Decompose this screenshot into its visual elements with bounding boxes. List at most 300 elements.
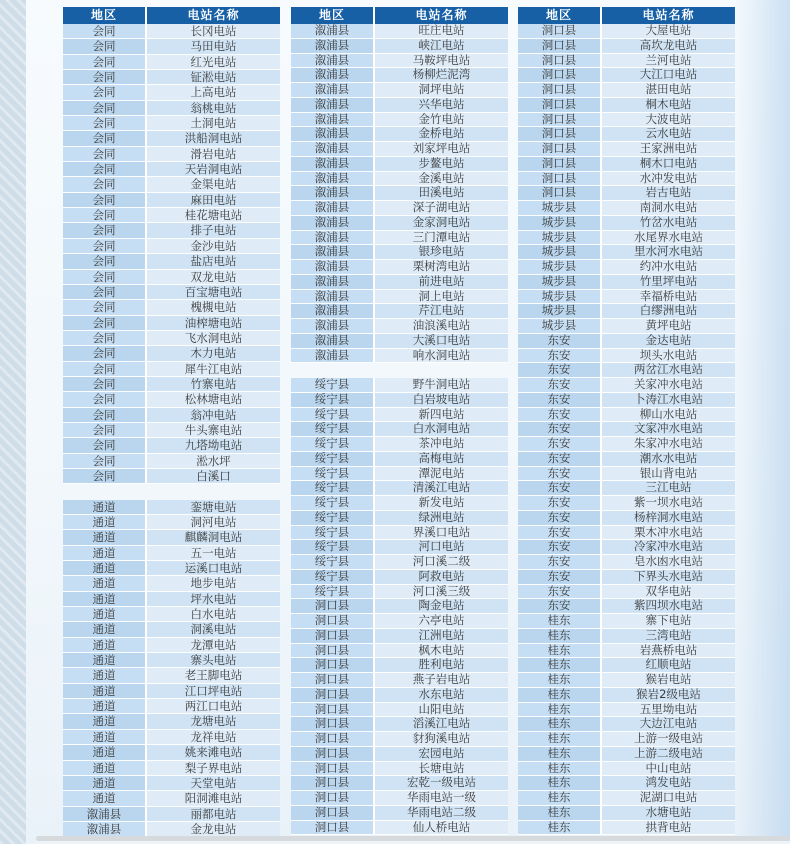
station-name-cell [375, 363, 508, 378]
region-cell: 桂东 [518, 688, 602, 703]
region-cell: 溆浦县 [291, 319, 375, 334]
table-row [518, 614, 735, 629]
table-row [518, 762, 735, 777]
station-name-cell: 杨梓洞水电站 [602, 511, 735, 526]
region-cell: 东安 [518, 467, 602, 482]
station-name-cell: 梨子界电站 [147, 761, 280, 776]
region-cell: 洞口县 [291, 703, 375, 718]
table-row [518, 245, 735, 260]
region-cell: 洞口县 [291, 599, 375, 614]
station-name-cell: 猴岩电站 [602, 673, 735, 688]
region-cell: 溆浦县 [291, 260, 375, 275]
table-row [518, 349, 735, 364]
station-name-cell: 阿救电站 [375, 570, 508, 585]
region-cell: 洞口县 [291, 658, 375, 673]
table-row [291, 83, 508, 98]
station-name-cell: 油浪溪电站 [375, 319, 508, 334]
table-row [291, 319, 508, 334]
station-name-cell: 飞水洞电站 [147, 331, 280, 346]
region-cell: 城步县 [518, 319, 602, 334]
station-name-cell: 马鞍坪电站 [375, 54, 508, 69]
station-name-cell: 王家洲电站 [602, 142, 735, 157]
region-cell: 通道 [63, 730, 147, 745]
region-cell: 城步县 [518, 201, 602, 216]
table-row [63, 162, 280, 177]
region-cell: 溆浦县 [291, 304, 375, 319]
region-cell: 溆浦县 [291, 83, 375, 98]
region-cell: 绥宁县 [291, 555, 375, 570]
station-name-cell: 深子湖电站 [375, 201, 508, 216]
station-name-cell: 潭泥电站 [375, 467, 508, 482]
table-row [291, 304, 508, 319]
station-name-cell: 麒麟洞电站 [147, 530, 280, 545]
station-name-cell: 三江电站 [602, 481, 735, 496]
region-cell: 绥宁县 [291, 467, 375, 482]
rows-container [291, 24, 508, 835]
region-cell: 通道 [63, 515, 147, 530]
station-name-cell: 双华电站 [602, 585, 735, 600]
left-texture-band [0, 0, 26, 844]
table-row [63, 177, 280, 192]
table-row [518, 275, 735, 290]
station-name-cell: 文家冲水电站 [602, 422, 735, 437]
station-name-cell: 金沙电站 [147, 239, 280, 254]
region-cell: 通道 [63, 592, 147, 607]
region-cell: 会同 [63, 147, 147, 162]
station-name-cell: 三湾电站 [602, 629, 735, 644]
table-row [291, 127, 508, 142]
table-row [63, 561, 280, 576]
station-name-cell: 油榨塘电站 [147, 316, 280, 331]
station-name-cell: 丽都电站 [147, 807, 280, 822]
region-cell: 东安 [518, 481, 602, 496]
station-name-cell: 江口坪电站 [147, 684, 280, 699]
table-row [291, 98, 508, 113]
table-row [63, 300, 280, 315]
table-row [291, 216, 508, 231]
table-row [291, 201, 508, 216]
station-table-1 [63, 7, 280, 837]
region-cell: 洞口县 [518, 172, 602, 187]
table-row [291, 673, 508, 688]
region-header: 地区 [518, 7, 602, 24]
region-cell: 洞口县 [291, 762, 375, 777]
table-row [291, 762, 508, 777]
region-cell: 绥宁县 [291, 570, 375, 585]
region-cell: 溆浦县 [291, 68, 375, 83]
table-row [518, 452, 735, 467]
region-cell: 溆浦县 [291, 186, 375, 201]
table-row [63, 592, 280, 607]
region-cell: 洞口县 [291, 629, 375, 644]
station-name-cell: 竹里坪电站 [602, 275, 735, 290]
region-cell: 通道 [63, 761, 147, 776]
region-cell: 东安 [518, 599, 602, 614]
table-row [518, 304, 735, 319]
region-cell: 城步县 [518, 216, 602, 231]
table-row [63, 331, 280, 346]
region-cell: 桂东 [518, 614, 602, 629]
station-name-cell: 上高电站 [147, 85, 280, 100]
table-row [291, 526, 508, 541]
region-cell: 会同 [63, 362, 147, 377]
table-row [291, 599, 508, 614]
table-row [291, 732, 508, 747]
station-name-cell: 金竹电站 [375, 113, 508, 128]
table-row [291, 791, 508, 806]
table-row [518, 526, 735, 541]
region-cell: 通道 [63, 607, 147, 622]
region-cell: 东安 [518, 511, 602, 526]
table-row [518, 319, 735, 334]
table-row [518, 821, 735, 836]
table-row [63, 653, 280, 668]
station-name-cell: 运溪口电站 [147, 561, 280, 576]
table-row [63, 638, 280, 653]
station-name-cell: 仙人桥电站 [375, 821, 508, 836]
region-cell: 会同 [63, 177, 147, 192]
table-row [518, 216, 735, 231]
table-row [63, 607, 280, 622]
table-row [291, 806, 508, 821]
station-name-cell: 两岔江水电站 [602, 363, 735, 378]
station-name-cell: 双龙电站 [147, 270, 280, 285]
station-name-cell: 新发电站 [375, 496, 508, 511]
table-row [518, 585, 735, 600]
region-cell: 东安 [518, 422, 602, 437]
station-name-cell: 金渠电站 [147, 177, 280, 192]
region-cell: 洞口县 [518, 127, 602, 142]
station-name-cell: 水冲发电站 [602, 172, 735, 187]
region-cell: 城步县 [518, 245, 602, 260]
table-row [291, 629, 508, 644]
region-cell: 东安 [518, 540, 602, 555]
region-cell: 洞口县 [518, 39, 602, 54]
table-row [291, 481, 508, 496]
table-row [518, 83, 735, 98]
table-row [63, 392, 280, 407]
region-cell: 通道 [63, 668, 147, 683]
station-name-cell: 山阳电站 [375, 703, 508, 718]
station-name-cell: 新四电站 [375, 408, 508, 423]
station-name-cell: 高坎龙电站 [602, 39, 735, 54]
station-name-cell: 陶金电站 [375, 599, 508, 614]
region-cell: 绥宁县 [291, 378, 375, 393]
station-name-cell: 龙潭电站 [147, 638, 280, 653]
region-cell: 桂东 [518, 629, 602, 644]
station-name-cell: 淞水坪 [147, 454, 280, 469]
station-name-cell: 中山电站 [602, 762, 735, 777]
region-cell: 通道 [63, 653, 147, 668]
region-cell: 洞口县 [518, 113, 602, 128]
table-row [63, 469, 280, 484]
station-name-cell: 银山背电站 [602, 467, 735, 482]
table-row [63, 622, 280, 637]
table-row [291, 245, 508, 260]
table-row [291, 747, 508, 762]
table-row [291, 113, 508, 128]
spacer-row [291, 363, 508, 378]
station-name-cell: 栗木冲水电站 [602, 526, 735, 541]
table-row [518, 98, 735, 113]
region-cell: 洞口县 [291, 614, 375, 629]
region-cell: 桂东 [518, 717, 602, 732]
table-row [518, 629, 735, 644]
station-name-cell: 盐店电站 [147, 254, 280, 269]
station-name-cell: 冷家冲水电站 [602, 540, 735, 555]
station-name-cell: 下界头水电站 [602, 570, 735, 585]
region-cell: 溆浦县 [63, 807, 147, 822]
table-row [63, 285, 280, 300]
station-name-cell: 金溪电站 [375, 172, 508, 187]
region-cell: 会同 [63, 254, 147, 269]
table-row [291, 334, 508, 349]
region-cell: 通道 [63, 714, 147, 729]
region-cell: 东安 [518, 393, 602, 408]
region-cell: 会同 [63, 438, 147, 453]
station-name-cell: 湛田电站 [602, 83, 735, 98]
station-name-cell: 江洲电站 [375, 629, 508, 644]
station-name-cell: 紫四坝水电站 [602, 599, 735, 614]
station-name-cell: 九塔坳电站 [147, 438, 280, 453]
table-row [63, 576, 280, 591]
station-name-cell: 銮塘电站 [147, 500, 280, 515]
station-name-cell: 大波电站 [602, 113, 735, 128]
table-row [63, 791, 280, 806]
station-name-cell: 幸福桥电站 [602, 290, 735, 305]
rows-container [63, 24, 280, 837]
region-cell: 洞口县 [518, 68, 602, 83]
region-cell: 东安 [518, 378, 602, 393]
table-row [518, 570, 735, 585]
region-cell: 洞口县 [518, 157, 602, 172]
region-cell: 绥宁县 [291, 481, 375, 496]
table-row [291, 540, 508, 555]
station-name-cell: 猴岩2级电站 [602, 688, 735, 703]
station-name-cell: 栗树湾电站 [375, 260, 508, 275]
table-row [63, 745, 280, 760]
station-name-header: 电站名称 [187, 8, 240, 22]
table-row [518, 599, 735, 614]
table-row [63, 530, 280, 545]
region-cell: 溆浦县 [291, 24, 375, 39]
table-row [291, 378, 508, 393]
region-cell: 会同 [63, 101, 147, 116]
region-cell: 通道 [63, 745, 147, 760]
table-row [291, 644, 508, 659]
region-cell: 会同 [63, 377, 147, 392]
table-row [63, 714, 280, 729]
station-name-cell: 五里坳电站 [602, 703, 735, 718]
region-cell: 绥宁县 [291, 408, 375, 423]
table-row [63, 454, 280, 469]
station-name-cell: 红顺电站 [602, 658, 735, 673]
region-cell: 溆浦县 [291, 245, 375, 260]
region-cell: 会同 [63, 285, 147, 300]
station-name-cell: 槐槻电站 [147, 300, 280, 315]
region-cell: 绥宁县 [291, 585, 375, 600]
table-row [518, 39, 735, 54]
table-row [518, 644, 735, 659]
region-cell: 会同 [63, 131, 147, 146]
region-header: 地区 [291, 7, 375, 24]
station-name-cell: 泥湖口电站 [602, 791, 735, 806]
region-cell: 绥宁县 [291, 452, 375, 467]
table-row [518, 24, 735, 39]
table-row [518, 186, 735, 201]
station-name-cell: 地步电站 [147, 576, 280, 591]
station-name-cell: 水尾界水电站 [602, 231, 735, 246]
table-row [291, 157, 508, 172]
region-cell: 溆浦县 [291, 127, 375, 142]
station-name-cell: 朱家冲水电站 [602, 437, 735, 452]
station-name-cell: 绿洲电站 [375, 511, 508, 526]
region-cell: 会同 [63, 346, 147, 361]
region-cell: 会同 [63, 55, 147, 70]
region-cell: 会同 [63, 270, 147, 285]
region-cell: 城步县 [518, 260, 602, 275]
station-table-2 [291, 7, 508, 835]
region-cell: 桂东 [518, 747, 602, 762]
table-row [518, 658, 735, 673]
station-name-cell: 华雨电站一级 [375, 791, 508, 806]
region-cell: 溆浦县 [291, 231, 375, 246]
table-row [518, 393, 735, 408]
station-name-cell: 芹江电站 [375, 304, 508, 319]
station-name-cell: 土洞电站 [147, 116, 280, 131]
station-name-cell: 大屋电站 [602, 24, 735, 39]
table-header-row [518, 7, 735, 24]
region-cell: 通道 [63, 546, 147, 561]
table-row [63, 684, 280, 699]
station-name-cell: 竹岔水电站 [602, 216, 735, 231]
region-cell: 通道 [63, 684, 147, 699]
table-row [518, 747, 735, 762]
region-cell: 洞口县 [291, 747, 375, 762]
station-name-cell: 潮水水电站 [602, 452, 735, 467]
table-row [63, 761, 280, 776]
station-name-cell: 岩燕桥电站 [602, 644, 735, 659]
station-name-cell: 老王脚电站 [147, 668, 280, 683]
table-row [291, 54, 508, 69]
region-cell: 洞口县 [291, 821, 375, 836]
region-cell: 桂东 [518, 806, 602, 821]
region-cell: 桂东 [518, 732, 602, 747]
station-name-cell: 拱背电站 [602, 821, 735, 836]
station-name-cell: 金家洞电站 [375, 216, 508, 231]
region-cell: 洞口县 [518, 186, 602, 201]
station-name-cell: 野牛洞电站 [375, 378, 508, 393]
station-name-cell: 龙塘电站 [147, 714, 280, 729]
region-cell: 东安 [518, 555, 602, 570]
region-cell: 通道 [63, 622, 147, 637]
station-name-cell: 姚来滩电站 [147, 745, 280, 760]
table-row [518, 260, 735, 275]
station-name-cell: 长塘电站 [375, 762, 508, 777]
region-cell: 洞口县 [291, 673, 375, 688]
station-name-cell: 坪水电站 [147, 592, 280, 607]
table-row [291, 142, 508, 157]
region-cell: 溆浦县 [63, 822, 147, 837]
station-name-cell: 清溪江电站 [375, 481, 508, 496]
station-name-cell: 云水电站 [602, 127, 735, 142]
table-row [291, 39, 508, 54]
table-row [291, 688, 508, 703]
table-row [291, 570, 508, 585]
region-cell: 桂东 [518, 762, 602, 777]
station-name-cell: 南洞水电站 [602, 201, 735, 216]
station-name-cell: 兴华电站 [375, 98, 508, 113]
table-row [291, 717, 508, 732]
station-name-cell: 步鳌电站 [375, 157, 508, 172]
region-cell: 通道 [63, 699, 147, 714]
station-name-cell: 洪船洞电站 [147, 131, 280, 146]
region-cell: 会同 [63, 223, 147, 238]
region-cell: 桂东 [518, 658, 602, 673]
region-cell: 会同 [63, 392, 147, 407]
region-cell: 会同 [63, 85, 147, 100]
station-name-cell: 河口溪二级 [375, 555, 508, 570]
region-cell: 溆浦县 [291, 349, 375, 364]
table-row [518, 157, 735, 172]
table-row [518, 142, 735, 157]
region-cell: 会同 [63, 24, 147, 39]
table-row [63, 55, 280, 70]
table-row [518, 408, 735, 423]
station-name-cell: 兰河电站 [602, 54, 735, 69]
station-name-cell: 胜利电站 [375, 658, 508, 673]
region-cell: 通道 [63, 576, 147, 591]
region-cell: 洞口县 [291, 806, 375, 821]
region-cell: 东安 [518, 570, 602, 585]
station-name-cell: 上游二级电站 [602, 747, 735, 762]
station-name-cell: 鸿发电站 [602, 776, 735, 791]
station-name-cell: 水塘电站 [602, 806, 735, 821]
table-row [291, 422, 508, 437]
table-row [291, 776, 508, 791]
station-name-cell: 旺庄电站 [375, 24, 508, 39]
table-row [291, 231, 508, 246]
table-row [63, 131, 280, 146]
region-cell: 东安 [518, 526, 602, 541]
region-cell: 绥宁县 [291, 540, 375, 555]
station-name-cell: 茶冲电站 [375, 437, 508, 452]
station-name-cell: 卜涛江水电站 [602, 393, 735, 408]
table-row [63, 208, 280, 223]
rows-container [518, 24, 735, 835]
region-header: 地区 [63, 7, 147, 24]
region-cell: 东安 [518, 496, 602, 511]
region-cell: 洞口县 [291, 732, 375, 747]
region-cell: 会同 [63, 70, 147, 85]
table-row [291, 68, 508, 83]
station-name-cell: 木力电站 [147, 346, 280, 361]
station-name-cell: 坝头水电站 [602, 349, 735, 364]
right-fade-band [732, 0, 790, 844]
station-name-cell: 寨头电站 [147, 653, 280, 668]
table-row [63, 193, 280, 208]
table-row [518, 776, 735, 791]
station-name-cell: 金达电站 [602, 334, 735, 349]
table-row [518, 806, 735, 821]
table-row [518, 703, 735, 718]
station-name-cell: 大边江电站 [602, 717, 735, 732]
table-row [63, 408, 280, 423]
table-row [291, 585, 508, 600]
station-name-cell: 黄坪电站 [602, 319, 735, 334]
table-row [63, 223, 280, 238]
table-row [63, 362, 280, 377]
